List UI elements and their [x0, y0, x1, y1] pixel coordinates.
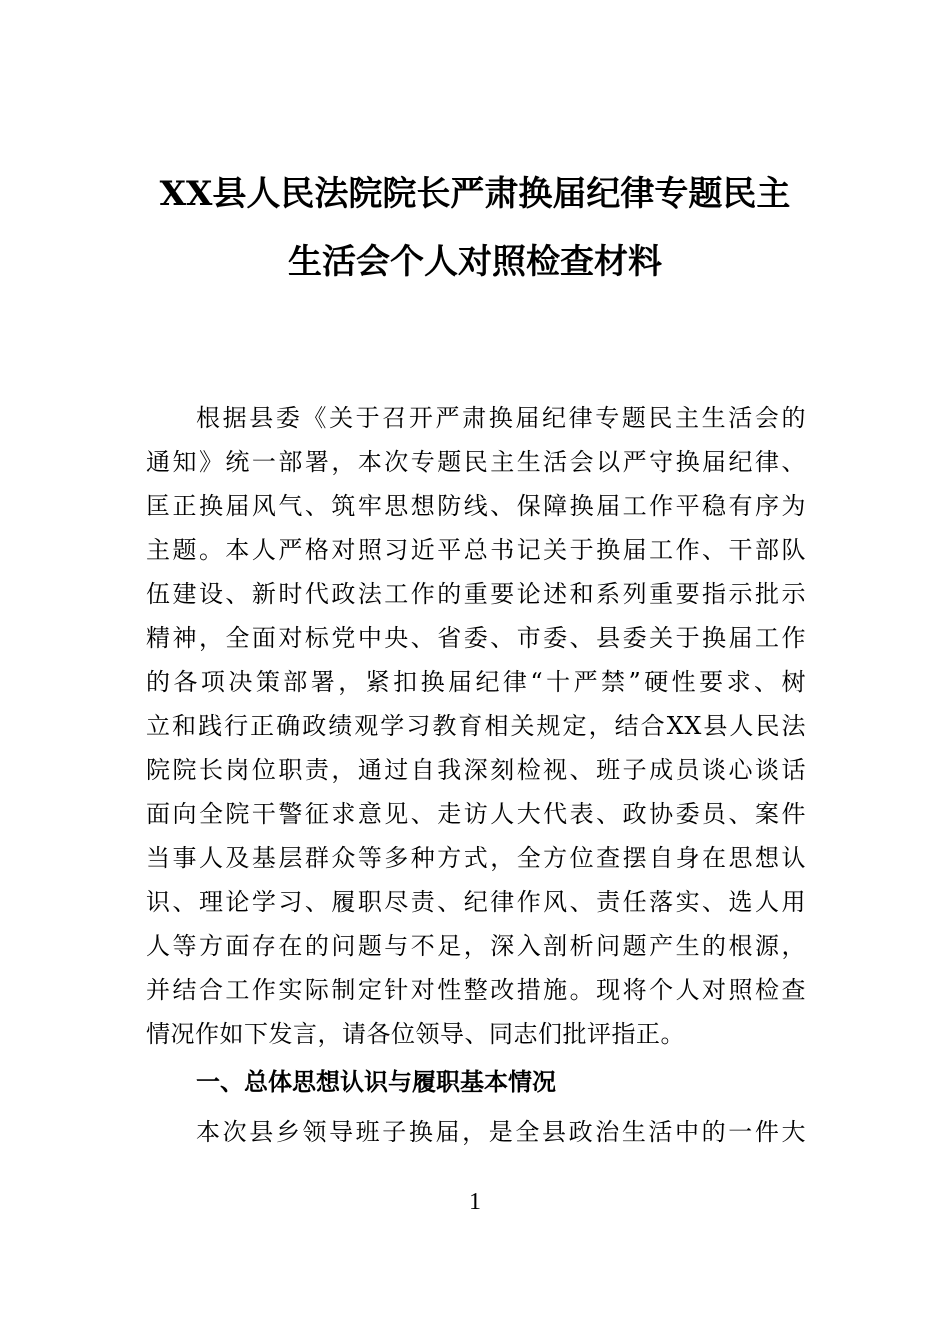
- paragraph-1-line-12: 识、理论学习、履职尽责、纪律作风、责任落实、选人用: [146, 888, 806, 916]
- paragraph-1-line-4: 主题。本人严格对照习近平总书记关于换届工作、干部队: [146, 536, 806, 564]
- paragraph-1-line-6: 精神，全面对标党中央、省委、市委、县委关于换届工作: [146, 624, 806, 652]
- paragraph-1-line-11: 当事人及基层群众等多种方式，全方位查摆自身在思想认: [146, 844, 806, 872]
- paragraph-1-line-8: 立和践行正确政绩观学习教育相关规定，结合XX县人民法: [146, 712, 806, 740]
- paragraph-1-line-15: 情况作如下发言，请各位领导、同志们批评指正。: [146, 1020, 685, 1048]
- paragraph-1-line-5: 伍建设、新时代政法工作的重要论述和系列重要指示批示: [146, 580, 806, 608]
- section-heading-1: 一、总体思想认识与履职基本情况: [196, 1068, 556, 1096]
- paragraph-1-line-10: 面向全院干警征求意见、走访人大代表、政协委员、案件: [146, 800, 806, 828]
- paragraph-1-line-1: 根据县委《关于召开严肃换届纪律专题民主生活会的: [196, 404, 806, 432]
- paragraph-1-line-2: 通知》统一部署，本次专题民主生活会以严守换届纪律、: [146, 448, 806, 476]
- paragraph-1-line-9: 院院长岗位职责，通过自我深刻检视、班子成员谈心谈话: [146, 756, 806, 784]
- document-title-line-1: XX县人民法院院长严肃换届纪律专题民主: [159, 174, 791, 214]
- paragraph-1-line-7: 的各项决策部署，紧扣换届纪律“十严禁”硬性要求、树: [146, 668, 806, 696]
- document-title-line-2: 生活会个人对照检查材料: [288, 242, 662, 282]
- page-number: 1: [469, 1189, 481, 1215]
- paragraph-1-line-3: 匡正换届风气、筑牢思想防线、保障换届工作平稳有序为: [146, 492, 806, 520]
- paragraph-1-line-13: 人等方面存在的问题与不足，深入剖析问题产生的根源，: [146, 932, 806, 960]
- paragraph-2-line-1: 本次县乡领导班子换届，是全县政治生活中的一件大: [196, 1118, 806, 1146]
- paragraph-1-line-14: 并结合工作实际制定针对性整改措施。现将个人对照检查: [146, 976, 806, 1004]
